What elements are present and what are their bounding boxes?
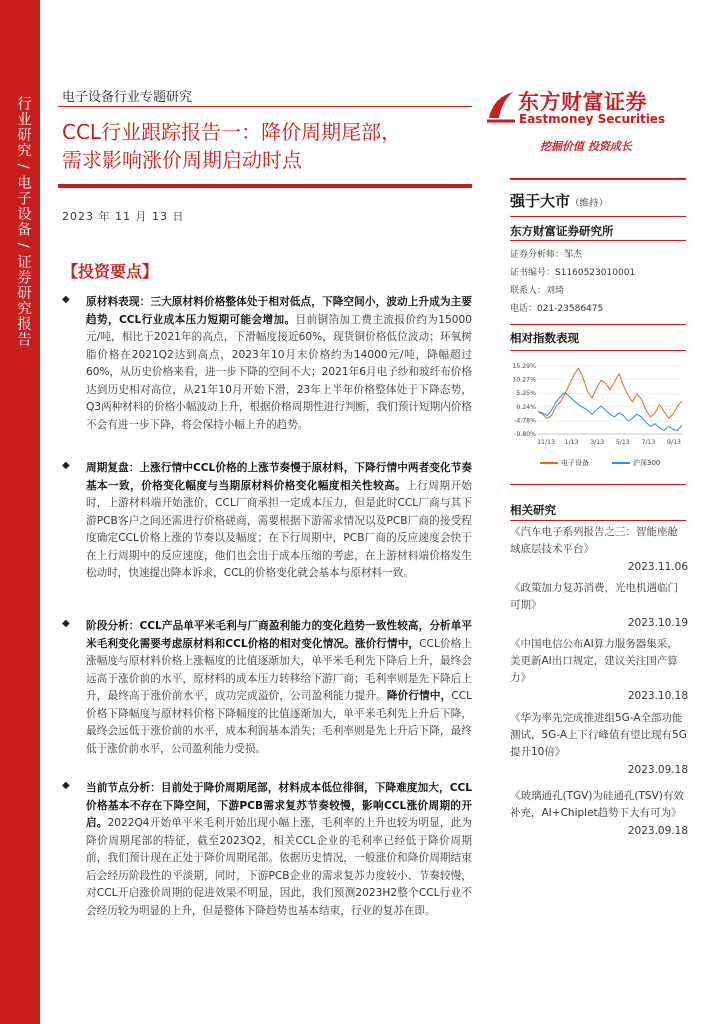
right-divider-rating [510, 216, 686, 217]
report-title [62, 118, 472, 174]
right-divider-top [510, 178, 686, 180]
point-3-text [86, 618, 472, 758]
y-tick-label: 10.27% [512, 376, 536, 384]
rating [510, 190, 608, 211]
series-line-csi300 [538, 393, 682, 431]
point-2-bold: 周期复盘：上涨行情中CCL价格的上涨节奏慢于原材料，下降行情中两者变化节奏基本一致，价格变化幅度与当期原材料价格变化幅度相关性较高。 [86, 462, 472, 492]
legend-item-csi300 [612, 458, 660, 468]
right-divider-related [510, 484, 686, 485]
point-1-text [86, 294, 472, 434]
related-item-title[interactable]: 《华为率先完成推进组5G-A全部功能测试，5G-A上下行峰值有望比现有5G提升10倍》 [510, 712, 687, 758]
point-1-bold: 原材料表现：三大原材料价格整体处于相对低点，下降空间小，波动上升成为主要趋势，CCL行业成本压力短期可能会增加。 [86, 296, 472, 326]
phone-number: 电话：021-23586475 [510, 304, 604, 314]
x-tick-label: 5/13 [615, 439, 630, 446]
right-divider-related-2 [510, 520, 686, 521]
rating-note: （维持） [570, 198, 609, 209]
brand-logo [486, 86, 666, 130]
brand-name-en: Eastmoney Securities [519, 112, 666, 126]
related-item-date: 2023.09.18 [627, 764, 688, 776]
legend-swatch-electronics [540, 462, 558, 464]
title-line-1: CCL行业跟踪报告一：降价周期尾部， [62, 120, 402, 144]
related-item-date: 2023.09.18 [627, 825, 688, 837]
point-3 [62, 618, 472, 758]
brand-name-cn: 东方财富证券 [518, 90, 647, 114]
point-4-bold: 当前节点分析：目前处于降价周期尾部，材料成本低位徘徊，下降难度加大，CCL价格基本不存在下降空间，下游PCB需求复苏节奏较慢，影响CCL涨价周期的开启。 [86, 782, 472, 829]
chart-legend [540, 458, 690, 472]
point-3-body-2: CCL价格下降幅度与原材料价格下降幅度的比值逐渐加大，单平米毛利先上升后下降，最终会远低于涨价前的水平，成本利润基本消失；毛利率则是先上升后下降，最终低于涨价前水平，公司盈利能力受损。 [86, 690, 473, 755]
title-line-2: 需求影响涨价周期启动时点 [62, 148, 302, 172]
related-item-date: 2023.10.19 [627, 617, 688, 629]
point-2-body: 上行周期开始时，上游材料端开始涨价，CCL厂商承担一定成本压力，但是此时CCL厂商与其下游PCB客户之间还需进行价格磋商，需要根据下游需求情况以及PCB厂商的接受程度确定CCL价格上涨的节奏以及幅度；在下行周期中，PCB厂商的反应速度会快于在上行周期中的反应速度，他们也会出于成本压缩的考虑，在上游材料端价格发生松动时，快速提出降本诉求，CCL的价格变化就会基本与原材料一致。 [86, 479, 473, 579]
legend-item-electronics [540, 458, 589, 468]
brand-mark-icon [486, 88, 516, 124]
y-tick-label: 15.29% [512, 363, 536, 370]
y-tick-label: 0.24% [516, 403, 536, 411]
point-4-body: 2022Q4开始单平米毛利开始出现小幅上涨，毛利率的上升也较为明显，此为降价周期尾部的特征，截至2023Q2，相关CCL企业的毛利率已经低于降价周期前，我们预计现在正处于降价周期尾部。依据历史情况，一般涨价和降价周期结束后会经历阶段性的平淡期，同时，下游PCB企业的需求复苏力度较小、节奏较慢，对CCL开启涨价周期的促进效果不明显，因此，我们预测2023H2整个CCL行业不会经历较为明显的上升，但是整体下降趋势也基本结束，行业的复苏在即。 [86, 817, 472, 917]
diamond-bullet-icon: ◆ [62, 618, 70, 629]
point-2 [62, 460, 472, 583]
brand-slogan: 挖掘价值 投资成长 [540, 140, 632, 153]
point-1-body: 目前铜箔加工费主流报价约为15000元/吨，相比于2021年的高点，下滑幅度接近60%，现货铜价格低位波动；环氧树脂价格在2021Q2达到高点，2023年10月末价格约为14000元/吨，降幅超过60%，从历史价格来看，进一步下降的空间不大；2021年6月电子纱和玻纤布价格达到历史相对高位，从21年10月开始下滑，23年上半年价格整体处于下降态势，Q3两种材料的价格小幅波动上升，根据价格周期性进行判断，我们预计短期内价格不会有进一步下降，将会保持小幅上升的趋势。 [86, 313, 472, 431]
point-3-bold-3: 降价行情中， [386, 690, 452, 702]
legend-label-csi300: 沪深300 [633, 459, 661, 467]
related-item[interactable] [510, 788, 688, 837]
contact-person: 联系人：刘琦 [510, 286, 565, 296]
related-item[interactable] [510, 580, 688, 629]
point-2-text [86, 460, 472, 583]
related-item-title[interactable]: 《汽车电子系列报告之三：智能座舱域底层技术平台》 [510, 526, 678, 555]
right-divider-institute [510, 240, 686, 241]
related-item-date: 2023.11.06 [627, 561, 688, 573]
point-3-bold: 阶段分析：CCL产品单平米毛利与厂商盈利能力的变化趋势一致性较高，分析单平米毛利变化需要考虑原材料和CCL价格的相对变化情况。 [86, 620, 472, 650]
legend-label-electronics: 电子设备 [561, 459, 589, 467]
diamond-bullet-icon: ◆ [62, 294, 70, 305]
category-divider [58, 106, 472, 107]
y-tick-label: -9.80% [514, 431, 536, 438]
y-tick-label: -4.78% [514, 417, 536, 425]
title-divider [58, 184, 472, 188]
report-date: 2023 年 11 月 13 日 [62, 210, 185, 223]
index-chart-title: 相对指数表现 [510, 331, 579, 345]
legend-swatch-csi300 [612, 462, 630, 464]
point-3-bold-2: 涨价行情中， [354, 637, 420, 650]
section-title: 【投资要点】 [62, 262, 159, 281]
diamond-bullet-icon: ◆ [62, 460, 70, 471]
related-item-date: 2023.10.18 [627, 690, 688, 702]
x-tick-label: 3/13 [590, 439, 605, 446]
related-item-title[interactable]: 《政策加力复苏消费，光电机遇临门可期》 [510, 582, 678, 611]
point-1 [62, 294, 472, 434]
point-4 [62, 780, 472, 920]
side-bar [0, 0, 40, 1024]
right-divider-chart-2 [510, 350, 686, 351]
point-3-body: CCL价格上涨幅度与原材料价格上涨幅度的比值逐渐加大，单平米毛利先下降后上升，最终会远高于涨价前的水平，原材料的成本压力转移给下游厂商；毛利率则是先下降后上升，最终高于涨价前水平，成功完成溢价，公司盈利能力提升。 [86, 637, 472, 702]
x-tick-label: 7/13 [641, 439, 656, 446]
institute-name: 东方财富证券研究所 [510, 224, 614, 238]
certificate-number: 证书编号：S1160523010001 [510, 268, 636, 278]
diamond-bullet-icon: ◆ [62, 780, 70, 791]
related-item-title[interactable]: 《中国电信公布AI算力服务器集采，美更新AI出口规定，建议关注国产算力》 [510, 638, 678, 684]
y-tick-label: 5.25% [516, 390, 536, 398]
right-divider-chart [510, 324, 686, 325]
related-item[interactable] [510, 524, 688, 573]
x-tick-label: 9/13 [667, 439, 681, 446]
related-research-title: 相关研究 [510, 503, 556, 517]
side-bar-text: 行业研究 / 电子设备 / 证券研究报告 [15, 96, 31, 348]
related-item[interactable] [510, 710, 688, 776]
related-item[interactable] [510, 636, 688, 702]
related-item-title[interactable]: 《玻璃通孔(TGV)为硅通孔(TSV)有效补充，AI+Chiplet趋势下大有可为》 [510, 790, 684, 819]
point-4-text [86, 780, 472, 920]
report-category: 电子设备行业专题研究 [62, 90, 193, 105]
rating-label: 强于大市 [510, 192, 571, 210]
x-tick-label: 1/13 [564, 439, 579, 446]
analyst-name: 证券分析师：邹杰 [510, 250, 583, 260]
x-tick-label: 11/13 [537, 439, 555, 446]
